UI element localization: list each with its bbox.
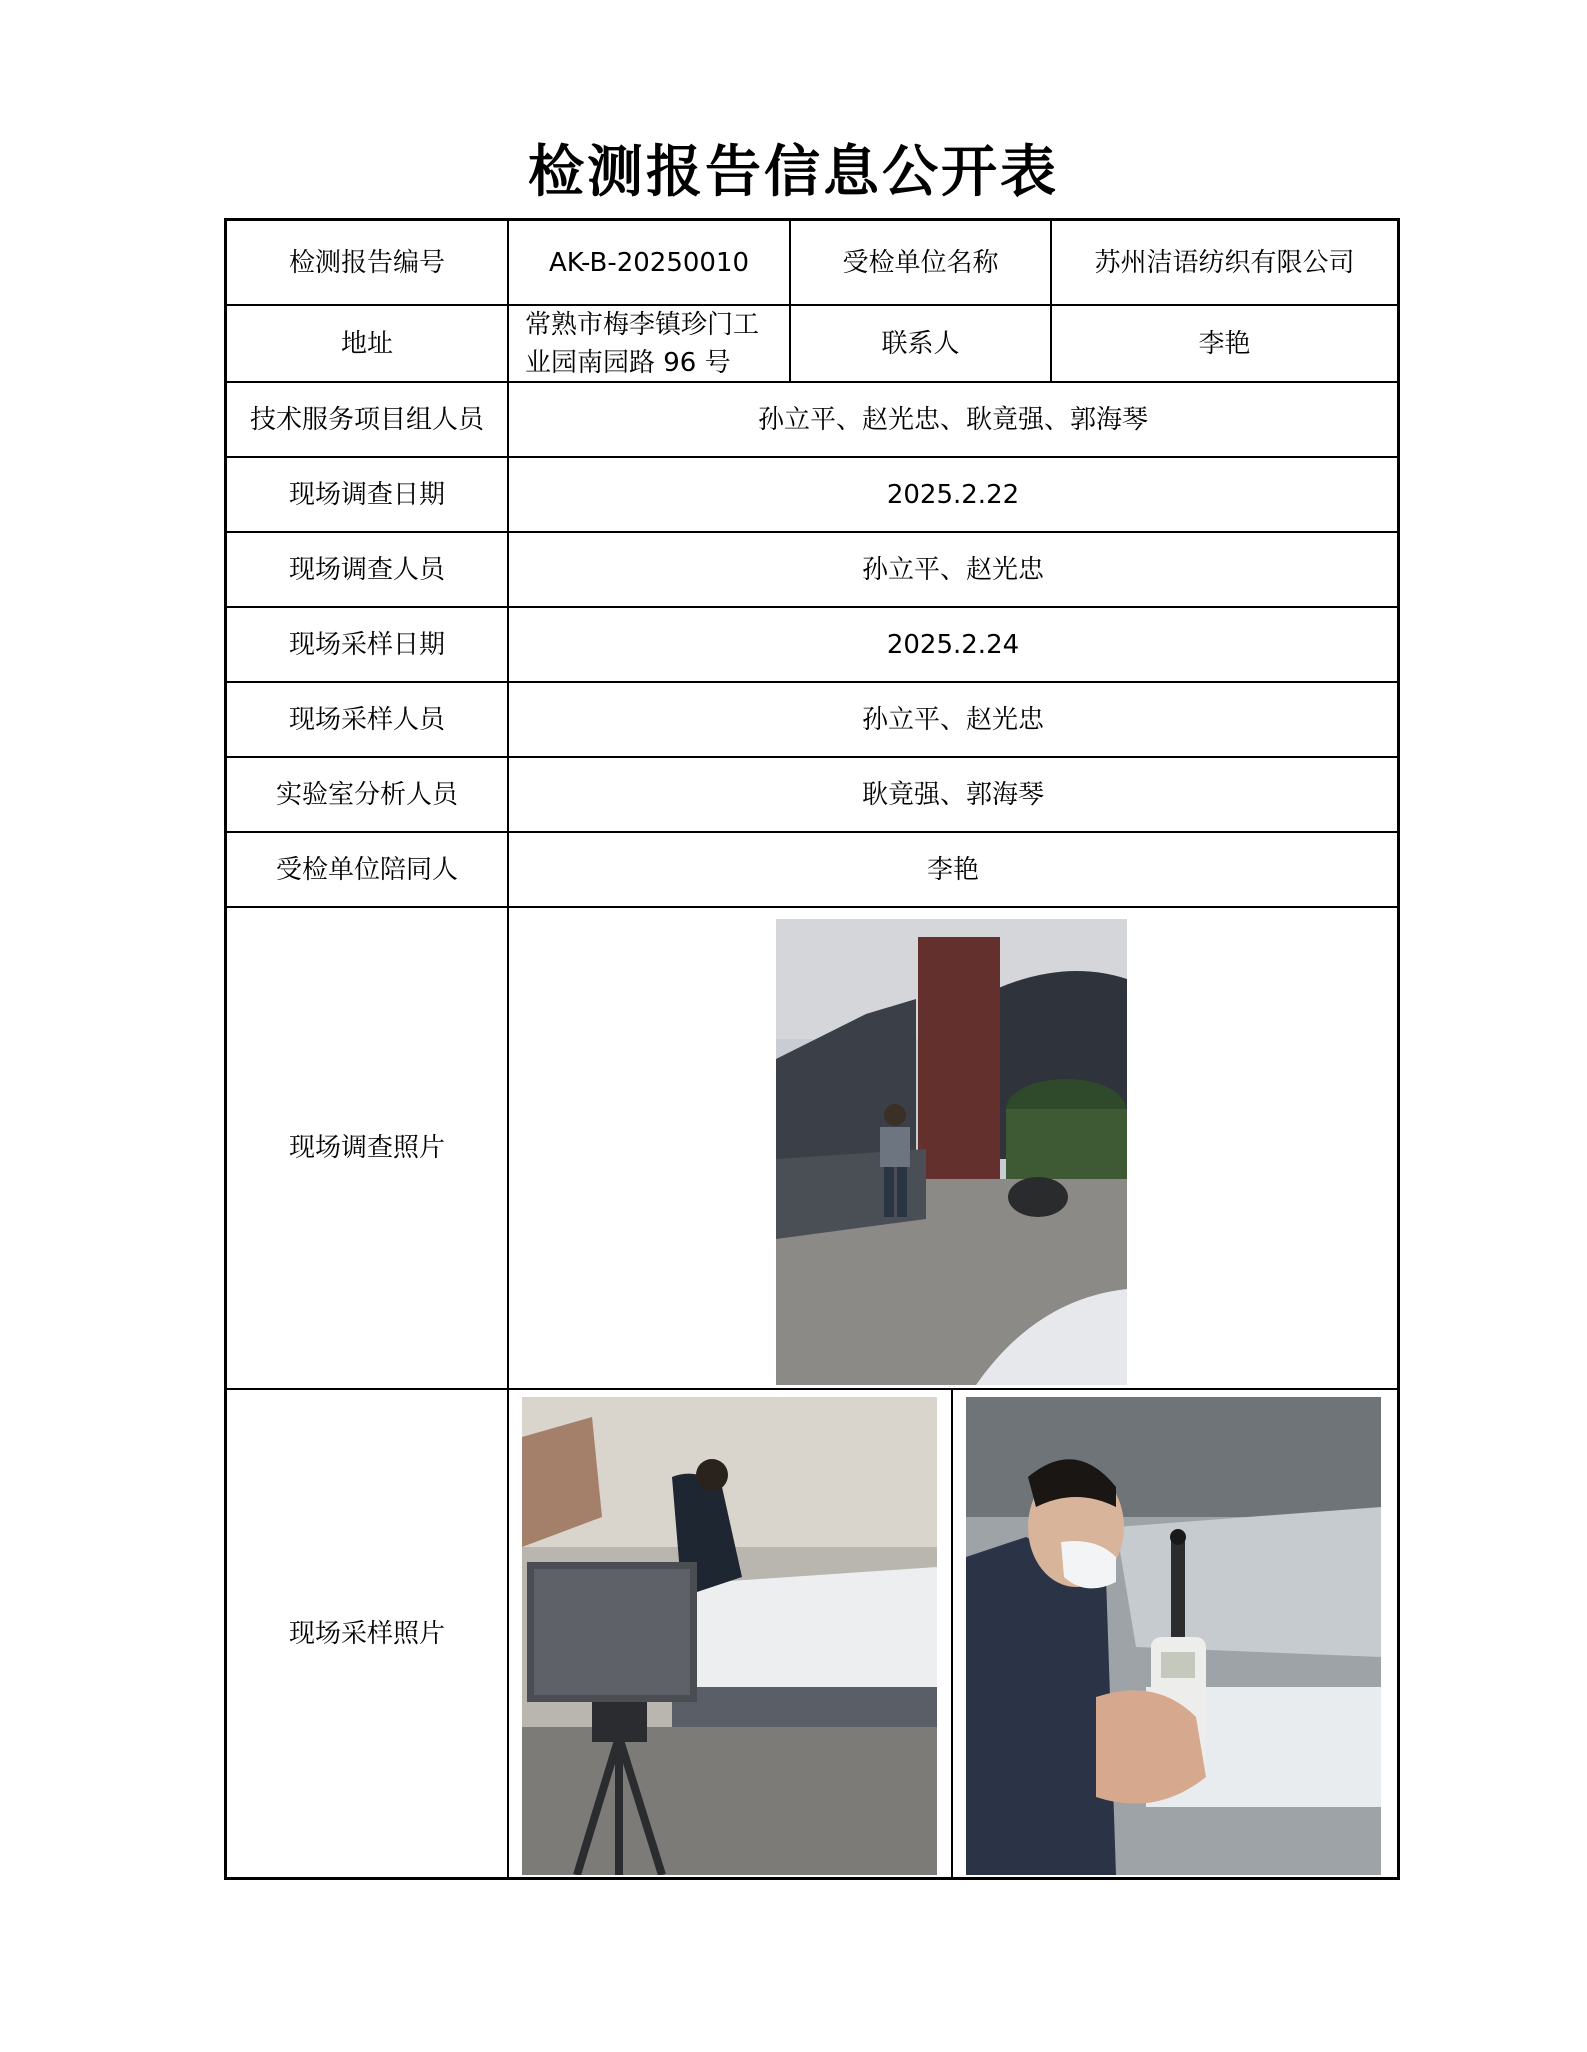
sample-photo-1	[522, 1397, 937, 1875]
survey-photo-label: 现场调查照片	[288, 1133, 445, 1163]
unit-name-label: 受检单位名称	[842, 247, 999, 278]
escort-label: 受检单位陪同人	[275, 854, 458, 885]
lab-staff-label: 实验室分析人员	[275, 779, 458, 810]
report-table	[224, 218, 1400, 1880]
report-no-value: AK-B-20250010	[548, 247, 750, 278]
contact-value: 李艳	[1198, 328, 1251, 359]
unit-name-value: 苏州洁语纺织有限公司	[1094, 247, 1355, 278]
report-no-label: 检测报告编号	[288, 247, 445, 278]
sample-photo-label: 现场采样照片	[288, 1618, 445, 1649]
survey-photo	[776, 919, 1127, 1385]
survey-date-value: 2025.2.22	[886, 479, 1020, 510]
team-label: 技术服务项目组人员	[249, 404, 484, 435]
sample-date-value: 2025.2.24	[886, 629, 1020, 660]
sample-staff-value: 孙立平、赵光忠	[861, 704, 1044, 735]
address-value: 常熟市梅李镇珍门工业园南园路 96 号	[525, 309, 760, 378]
sample-photo-2	[966, 1397, 1381, 1875]
sample-staff-label: 现场采样人员	[288, 704, 445, 735]
contact-label: 联系人	[881, 328, 960, 359]
address-label: 地址	[340, 328, 393, 359]
survey-staff-value: 孙立平、赵光忠	[861, 554, 1044, 585]
team-value: 孙立平、赵光忠、耿竟强、郭海琴	[757, 404, 1148, 435]
survey-staff-label: 现场调查人员	[288, 554, 445, 585]
page-title: 检测报告信息公开表	[528, 139, 1059, 205]
escort-value: 李艳	[926, 854, 979, 885]
sample-date-label: 现场采样日期	[288, 629, 445, 660]
survey-date-label: 现场调查日期	[288, 479, 445, 510]
lab-staff-value: 耿竟强、郭海琴	[861, 779, 1044, 810]
